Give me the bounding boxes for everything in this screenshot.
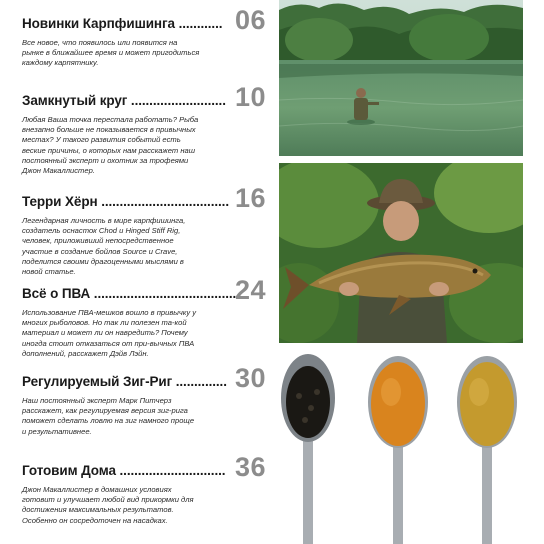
entry-description: Легендарная личность в мире карпфишинга, создатель оснасток Chod и Hinged Stiff Rig, человек, приложивший непосредственное участие в создание бойлов Source и Crave, поделится своими драгоценными мыслями в новой статье. [22, 216, 186, 277]
page-number: 30 [234, 363, 266, 393]
entry-description: Использование ПВА-мешков вошло в привычку у многих рыболовов. Но так ли полезен та-кой материал и может ли он навредить? Почему иногда стоит отказаться от при-вычных ПВА дополнений, расскажет Дэйв Лэйн. [22, 308, 197, 358]
angler-with-carp-photo [279, 163, 523, 343]
page-number: 06 [234, 5, 266, 35]
page-number: 10 [234, 82, 266, 112]
toc-entry-zig-rig[interactable] [22, 362, 266, 437]
toc-entry-new-products[interactable] [22, 4, 266, 69]
entry-description: Все новое, что появилось или появится на рынке в ближайшее время и может пригодиться каждому карпятнику. [22, 38, 200, 68]
entry-title: Готовим Дома ............................. [22, 463, 226, 478]
spoons-photo [279, 352, 544, 544]
page-number: 16 [234, 183, 266, 213]
lake-photo [279, 0, 523, 156]
page-number: 24 [234, 275, 266, 305]
entry-title: Новинки Карпфишинга ............ [22, 16, 223, 31]
entry-title: Регулируемый Зиг-Риг .............. [22, 374, 227, 389]
toc-entry-closed-circle[interactable] [22, 81, 266, 176]
entry-title: Всё о ПВА ........................................ [22, 286, 240, 301]
toc-entry-terry-hearn[interactable] [22, 182, 266, 277]
page-number: 36 [234, 452, 266, 482]
entry-description: Любая Ваша точка перестала работать? Рыба внезапно больше не показывается в привычных местах? У такого развития событий есть веские причины, о которых нам расскажет наш постоянный эксперт и охотник за трофеями Джон Макаллистер. [22, 115, 199, 176]
entry-title: Терри Хёрн ................................... [22, 194, 229, 209]
toc-entry-cooking-at-home[interactable] [22, 451, 266, 526]
toc-entry-pva[interactable] [22, 274, 266, 359]
entry-title: Замкнутый круг .......................... [22, 93, 226, 108]
entry-description: Джон Макаллистер в домашних условиях готовит и улучшает любой вид прикормки для достижения максимальных результатов. Особенно он сосредоточен на насадках. [22, 485, 194, 525]
entry-description: Наш постоянный эксперт Марк Питчерз расскажет, как регулируемая версия зиг-рига поможет сделать ловлю на зиг намного проще и результативнее. [22, 396, 195, 436]
